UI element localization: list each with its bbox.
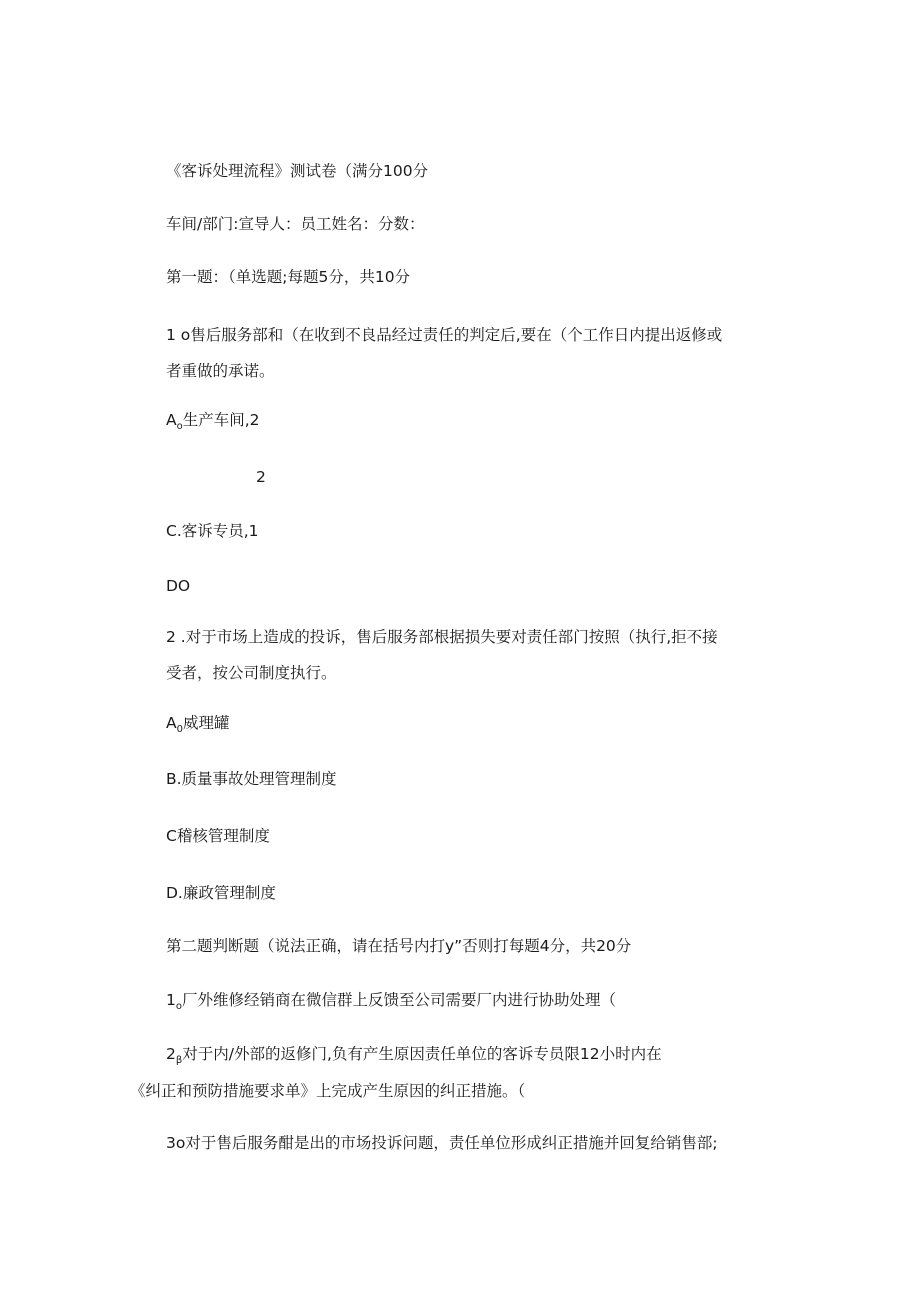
question1-option-a — [166, 409, 260, 434]
option-a-subscript: 0 — [176, 724, 183, 735]
question1-option-b: 2 — [256, 468, 266, 486]
question2-text-line2: 受者，按公司制度执行。 — [166, 664, 337, 682]
section1-heading: 第一题：（单选题;每题5分，共10分 — [166, 268, 411, 286]
question2-option-a — [166, 712, 230, 737]
question1-option-d: DO — [166, 577, 191, 595]
question2-option-d: D.廉政管理制度 — [166, 884, 276, 902]
header-info: 车间/部门:宣导人：员工姓名：分数： — [166, 215, 425, 233]
question1-text-line2: 者重做的承诺。 — [166, 362, 275, 380]
question1-text-line1: 1 o售后服务部和（在收到不良品经过责任的判定后,要在（个工作日内提出返修或 — [166, 326, 723, 344]
question1-option-c: C.客诉专员,1 — [166, 522, 259, 540]
section2-heading: 第二题判断题（说法正确，请在括号内打y”否则打每题4分，共20分 — [166, 937, 632, 955]
question2-option-c: C稽核管理制度 — [166, 827, 270, 845]
option-a-text: 生产车间,2 — [182, 411, 260, 429]
item1-text: 厂外维修经销商在微信群上反馈至公司需要厂内进行协助处理（ — [182, 991, 617, 1009]
item2-prefix: 2 — [166, 1045, 176, 1063]
option-a-subscript: o — [176, 421, 183, 432]
question2-option-b: B.质量事故处理管理制度 — [166, 770, 337, 788]
item1-prefix: 1 — [166, 991, 176, 1009]
item1-subscript: o — [175, 1001, 182, 1012]
question2-text-line1: 2 .对于市场上造成的投诉，售后服务部根据损失要对责任部门按照（执行,拒不接 — [166, 628, 718, 646]
judgment-item2-line2: 《纠正和预防措施要求单》上完成产生原因的纠正措施。（ — [130, 1082, 526, 1100]
judgment-item2-line1 — [166, 1043, 662, 1068]
item2-text: 对于内/外部的返修门,负有产生原因责任单位的客诉专员限12小时内在 — [182, 1045, 662, 1063]
option-a-text: 威理罐 — [182, 714, 230, 732]
option-a-prefix: A — [166, 714, 177, 732]
judgment-item3: 3o对于售后服务酣是出的市场投诉问题，责任单位形成纠正措施并回复给销售部; — [166, 1134, 718, 1152]
judgment-item1 — [166, 989, 616, 1014]
page-title: 《客诉处理流程》测试卷（满分100分 — [166, 162, 429, 180]
item2-subscript: β — [175, 1055, 183, 1066]
option-a-prefix: A — [166, 411, 177, 429]
